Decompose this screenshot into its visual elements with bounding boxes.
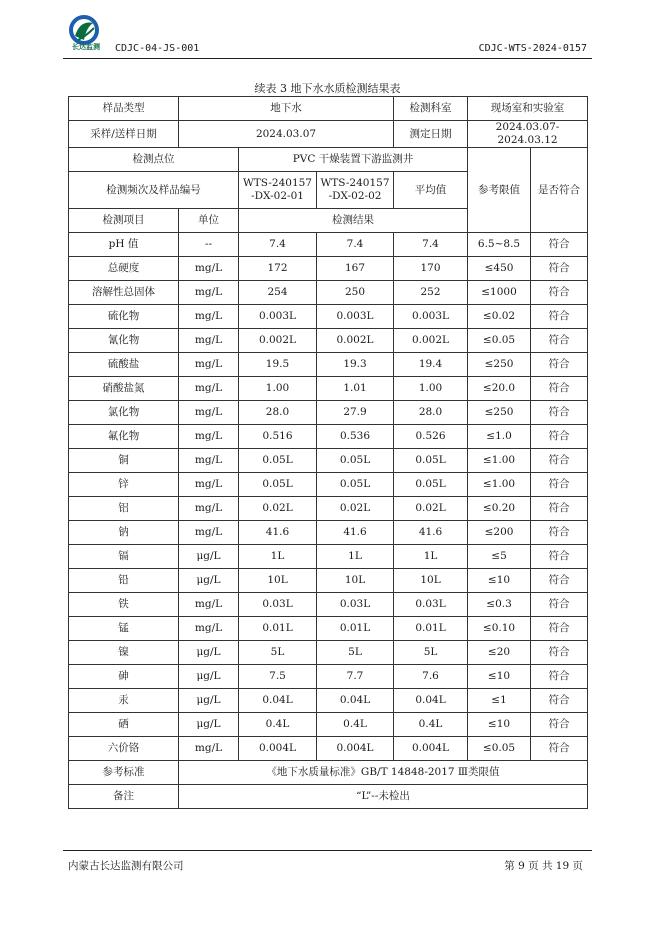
sample-2-value: 0.003L bbox=[317, 305, 394, 329]
sample-1-value: 172 bbox=[239, 257, 317, 281]
table-row bbox=[69, 257, 588, 281]
table-row bbox=[69, 641, 588, 665]
item-cell: 溶解性总固体 bbox=[69, 281, 179, 305]
table-row bbox=[69, 425, 588, 449]
data-rows bbox=[69, 233, 588, 761]
company-name: 内蒙古长达监测有限公司 bbox=[68, 860, 184, 872]
item-cell: 砷 bbox=[69, 665, 179, 689]
sample-1-value: 10L bbox=[239, 569, 317, 593]
item-cell: 铝 bbox=[69, 497, 179, 521]
sample-1-value: 19.5 bbox=[239, 353, 317, 377]
sample-2-value: 19.3 bbox=[317, 353, 394, 377]
sample-1-id bbox=[239, 172, 317, 209]
limit-value: ≤10 bbox=[468, 665, 531, 689]
doc-code-right: CDJC-WTS-2024-0157 bbox=[478, 43, 587, 54]
sample-1-value: 0.05L bbox=[239, 473, 317, 497]
header-divider bbox=[63, 58, 592, 59]
sample-2-value: 0.05L bbox=[317, 473, 394, 497]
conform-value: 符合 bbox=[531, 641, 588, 665]
limit-value: ≤1 bbox=[468, 689, 531, 713]
limit-value: ≤0.05 bbox=[468, 329, 531, 353]
sample-2-value: 0.02L bbox=[317, 497, 394, 521]
head-row-1 bbox=[69, 148, 588, 172]
unit-cell: μg/L bbox=[179, 665, 239, 689]
sampling-date-label: 采样/送样日期 bbox=[69, 121, 179, 148]
conform-value: 符合 bbox=[531, 713, 588, 737]
standard-row bbox=[69, 761, 588, 785]
lab-label: 检测科室 bbox=[394, 97, 468, 121]
unit-cell: μg/L bbox=[179, 641, 239, 665]
conform-value: 符合 bbox=[531, 593, 588, 617]
unit-cell: mg/L bbox=[179, 257, 239, 281]
unit-cell: μg/L bbox=[179, 689, 239, 713]
item-cell: 镍 bbox=[69, 641, 179, 665]
limit-value: ≤250 bbox=[468, 353, 531, 377]
conform-value: 符合 bbox=[531, 545, 588, 569]
average-value: 170 bbox=[394, 257, 468, 281]
conform-value: 符合 bbox=[531, 449, 588, 473]
item-cell: 硫酸盐 bbox=[69, 353, 179, 377]
limit-value: ≤1.00 bbox=[468, 449, 531, 473]
limit-value: ≤5 bbox=[468, 545, 531, 569]
unit-cell: mg/L bbox=[179, 737, 239, 761]
table-row bbox=[69, 305, 588, 329]
sample-1-value: 0.02L bbox=[239, 497, 317, 521]
item-cell: 氰化物 bbox=[69, 329, 179, 353]
info-row-2 bbox=[69, 121, 588, 148]
table-row bbox=[69, 473, 588, 497]
unit-header: 单位 bbox=[179, 209, 239, 233]
unit-cell: mg/L bbox=[179, 449, 239, 473]
table-row bbox=[69, 713, 588, 737]
standard-value: 《地下水质量标准》GB/T 14848-2017 Ⅲ类限值 bbox=[179, 761, 588, 785]
item-cell: 铜 bbox=[69, 449, 179, 473]
item-cell: 氟化物 bbox=[69, 425, 179, 449]
item-cell: 铅 bbox=[69, 569, 179, 593]
average-value: 0.003L bbox=[394, 305, 468, 329]
table-row bbox=[69, 593, 588, 617]
unit-cell: -- bbox=[179, 233, 239, 257]
average-value: 0.526 bbox=[394, 425, 468, 449]
conform-value: 符合 bbox=[531, 617, 588, 641]
unit-cell: mg/L bbox=[179, 401, 239, 425]
limit-value: ≤450 bbox=[468, 257, 531, 281]
unit-cell: mg/L bbox=[179, 281, 239, 305]
sample-1-value: 0.516 bbox=[239, 425, 317, 449]
average-value: 0.4L bbox=[394, 713, 468, 737]
sample-1-value: 0.002L bbox=[239, 329, 317, 353]
limit-value: ≤0.3 bbox=[468, 593, 531, 617]
table-row bbox=[69, 497, 588, 521]
sample-2-value: 250 bbox=[317, 281, 394, 305]
sample-2-value: 0.03L bbox=[317, 593, 394, 617]
item-cell: 镉 bbox=[69, 545, 179, 569]
sample-1-value: 0.04L bbox=[239, 689, 317, 713]
table-row bbox=[69, 521, 588, 545]
freq-label: 检测频次及样品编号 bbox=[69, 172, 239, 209]
page-number: 第 9 页 共 19 页 bbox=[504, 860, 583, 872]
item-cell: pH 值 bbox=[69, 233, 179, 257]
average-value: 1.00 bbox=[394, 377, 468, 401]
average-header: 平均值 bbox=[394, 172, 468, 209]
average-value: 28.0 bbox=[394, 401, 468, 425]
limit-value: ≤1000 bbox=[468, 281, 531, 305]
limit-value: ≤20.0 bbox=[468, 377, 531, 401]
remark-row bbox=[69, 785, 588, 809]
item-cell: 钠 bbox=[69, 521, 179, 545]
sample-2-value: 0.01L bbox=[317, 617, 394, 641]
sample-1-value: 28.0 bbox=[239, 401, 317, 425]
average-value: 41.6 bbox=[394, 521, 468, 545]
sample-1-value: 0.4L bbox=[239, 713, 317, 737]
conform-value: 符合 bbox=[531, 401, 588, 425]
sample-2-id-line2: -DX-02-02 bbox=[328, 190, 382, 202]
result-header: 检测结果 bbox=[239, 209, 468, 233]
item-cell: 铁 bbox=[69, 593, 179, 617]
item-cell: 硝酸盐氮 bbox=[69, 377, 179, 401]
conform-value: 符合 bbox=[531, 689, 588, 713]
sample-1-value: 1.00 bbox=[239, 377, 317, 401]
point-label: 检测点位 bbox=[69, 148, 239, 172]
average-value: 0.02L bbox=[394, 497, 468, 521]
sample-1-id-line2: -DX-02-01 bbox=[251, 190, 304, 202]
remark-value: “L”--未检出 bbox=[179, 785, 588, 809]
table-row bbox=[69, 665, 588, 689]
conform-value: 符合 bbox=[531, 665, 588, 689]
item-cell: 六价铬 bbox=[69, 737, 179, 761]
unit-cell: mg/L bbox=[179, 353, 239, 377]
sample-1-id-line1: WTS-240157 bbox=[242, 177, 312, 189]
sample-1-value: 0.03L bbox=[239, 593, 317, 617]
table-row bbox=[69, 569, 588, 593]
conform-value: 符合 bbox=[531, 425, 588, 449]
conform-value: 符合 bbox=[531, 329, 588, 353]
limit-value: ≤20 bbox=[468, 641, 531, 665]
limit-value: ≤0.10 bbox=[468, 617, 531, 641]
unit-cell: mg/L bbox=[179, 473, 239, 497]
conform-value: 符合 bbox=[531, 281, 588, 305]
sample-2-value: 0.05L bbox=[317, 449, 394, 473]
sample-1-value: 7.5 bbox=[239, 665, 317, 689]
limit-value: ≤10 bbox=[468, 713, 531, 737]
table-row bbox=[69, 233, 588, 257]
item-cell: 硒 bbox=[69, 713, 179, 737]
sample-type-label: 样品类型 bbox=[69, 97, 179, 121]
unit-cell: mg/L bbox=[179, 497, 239, 521]
unit-cell: mg/L bbox=[179, 329, 239, 353]
sample-1-value: 7.4 bbox=[239, 233, 317, 257]
conform-value: 符合 bbox=[531, 233, 588, 257]
limit-header: 参考限值 bbox=[468, 148, 531, 233]
table-row bbox=[69, 281, 588, 305]
limit-value: ≤1.0 bbox=[468, 425, 531, 449]
standard-label: 参考标准 bbox=[69, 761, 179, 785]
logo-text: 长达监测 bbox=[72, 43, 100, 51]
average-value: 7.4 bbox=[394, 233, 468, 257]
average-value: 0.004L bbox=[394, 737, 468, 761]
unit-cell: mg/L bbox=[179, 617, 239, 641]
sample-1-value: 0.01L bbox=[239, 617, 317, 641]
average-value: 7.6 bbox=[394, 665, 468, 689]
sample-2-value: 1.01 bbox=[317, 377, 394, 401]
conform-value: 符合 bbox=[531, 497, 588, 521]
conform-value: 符合 bbox=[531, 569, 588, 593]
table-row bbox=[69, 545, 588, 569]
point-value: PVC 干燥装置下游监测井 bbox=[239, 148, 468, 172]
unit-cell: μg/L bbox=[179, 713, 239, 737]
sample-1-value: 254 bbox=[239, 281, 317, 305]
sample-1-value: 5L bbox=[239, 641, 317, 665]
average-value: 0.05L bbox=[394, 449, 468, 473]
item-cell: 硫化物 bbox=[69, 305, 179, 329]
item-cell: 总硬度 bbox=[69, 257, 179, 281]
conform-value: 符合 bbox=[531, 305, 588, 329]
table-row bbox=[69, 737, 588, 761]
conform-value: 符合 bbox=[531, 257, 588, 281]
results-table bbox=[68, 96, 588, 809]
sample-2-value: 7.4 bbox=[317, 233, 394, 257]
unit-cell: mg/L bbox=[179, 377, 239, 401]
table-row bbox=[69, 617, 588, 641]
limit-value: ≤0.02 bbox=[468, 305, 531, 329]
table-row bbox=[69, 689, 588, 713]
sample-1-value: 41.6 bbox=[239, 521, 317, 545]
average-value: 0.05L bbox=[394, 473, 468, 497]
item-cell: 锰 bbox=[69, 617, 179, 641]
sampling-date-value: 2024.03.07 bbox=[179, 121, 394, 148]
limit-value: ≤10 bbox=[468, 569, 531, 593]
sample-type-value: 地下水 bbox=[179, 97, 394, 121]
sample-2-id bbox=[317, 172, 394, 209]
table-row bbox=[69, 401, 588, 425]
table-caption: 续表 3 地下水水质检测结果表 bbox=[254, 82, 401, 95]
item-cell: 锌 bbox=[69, 473, 179, 497]
limit-value: 6.5~8.5 bbox=[468, 233, 531, 257]
sample-2-value: 0.4L bbox=[317, 713, 394, 737]
sample-1-value: 0.004L bbox=[239, 737, 317, 761]
unit-cell: μg/L bbox=[179, 569, 239, 593]
conform-header: 是否符合 bbox=[531, 148, 588, 233]
average-value: 0.01L bbox=[394, 617, 468, 641]
info-row-1 bbox=[69, 97, 588, 121]
item-cell: 汞 bbox=[69, 689, 179, 713]
average-value: 0.03L bbox=[394, 593, 468, 617]
limit-value: ≤200 bbox=[468, 521, 531, 545]
remark-label: 备注 bbox=[69, 785, 179, 809]
test-date-value: 2024.03.07-2024.03.12 bbox=[468, 121, 588, 148]
average-value: 19.4 bbox=[394, 353, 468, 377]
limit-value: ≤0.05 bbox=[468, 737, 531, 761]
sample-2-value: 0.004L bbox=[317, 737, 394, 761]
unit-cell: mg/L bbox=[179, 521, 239, 545]
unit-cell: mg/L bbox=[179, 305, 239, 329]
sample-2-value: 41.6 bbox=[317, 521, 394, 545]
unit-cell: mg/L bbox=[179, 593, 239, 617]
test-date-label: 测定日期 bbox=[394, 121, 468, 148]
unit-cell: μg/L bbox=[179, 545, 239, 569]
conform-value: 符合 bbox=[531, 737, 588, 761]
table-row bbox=[69, 377, 588, 401]
conform-value: 符合 bbox=[531, 473, 588, 497]
lab-value: 现场室和实验室 bbox=[468, 97, 588, 121]
sample-2-value: 5L bbox=[317, 641, 394, 665]
limit-value: ≤1.00 bbox=[468, 473, 531, 497]
sample-2-value: 1L bbox=[317, 545, 394, 569]
sample-1-value: 0.05L bbox=[239, 449, 317, 473]
average-value: 0.002L bbox=[394, 329, 468, 353]
sample-1-value: 1L bbox=[239, 545, 317, 569]
sample-2-value: 167 bbox=[317, 257, 394, 281]
average-value: 5L bbox=[394, 641, 468, 665]
footer-divider bbox=[63, 850, 592, 851]
limit-value: ≤250 bbox=[468, 401, 531, 425]
doc-code-left: CDJC-04-JS-001 bbox=[115, 43, 200, 54]
table-row bbox=[69, 329, 588, 353]
average-value: 1L bbox=[394, 545, 468, 569]
item-header: 检测项目 bbox=[69, 209, 179, 233]
conform-value: 符合 bbox=[531, 377, 588, 401]
sample-2-value: 0.04L bbox=[317, 689, 394, 713]
item-cell: 氯化物 bbox=[69, 401, 179, 425]
sample-2-value: 0.536 bbox=[317, 425, 394, 449]
sample-2-value: 10L bbox=[317, 569, 394, 593]
average-value: 252 bbox=[394, 281, 468, 305]
conform-value: 符合 bbox=[531, 521, 588, 545]
average-value: 0.04L bbox=[394, 689, 468, 713]
limit-value: ≤0.20 bbox=[468, 497, 531, 521]
sample-2-value: 27.9 bbox=[317, 401, 394, 425]
conform-value: 符合 bbox=[531, 353, 588, 377]
table-row bbox=[69, 449, 588, 473]
sample-2-value: 7.7 bbox=[317, 665, 394, 689]
unit-cell: mg/L bbox=[179, 425, 239, 449]
table-row bbox=[69, 353, 588, 377]
average-value: 10L bbox=[394, 569, 468, 593]
sample-1-value: 0.003L bbox=[239, 305, 317, 329]
sample-2-id-line1: WTS-240157 bbox=[320, 177, 390, 189]
sample-2-value: 0.002L bbox=[317, 329, 394, 353]
